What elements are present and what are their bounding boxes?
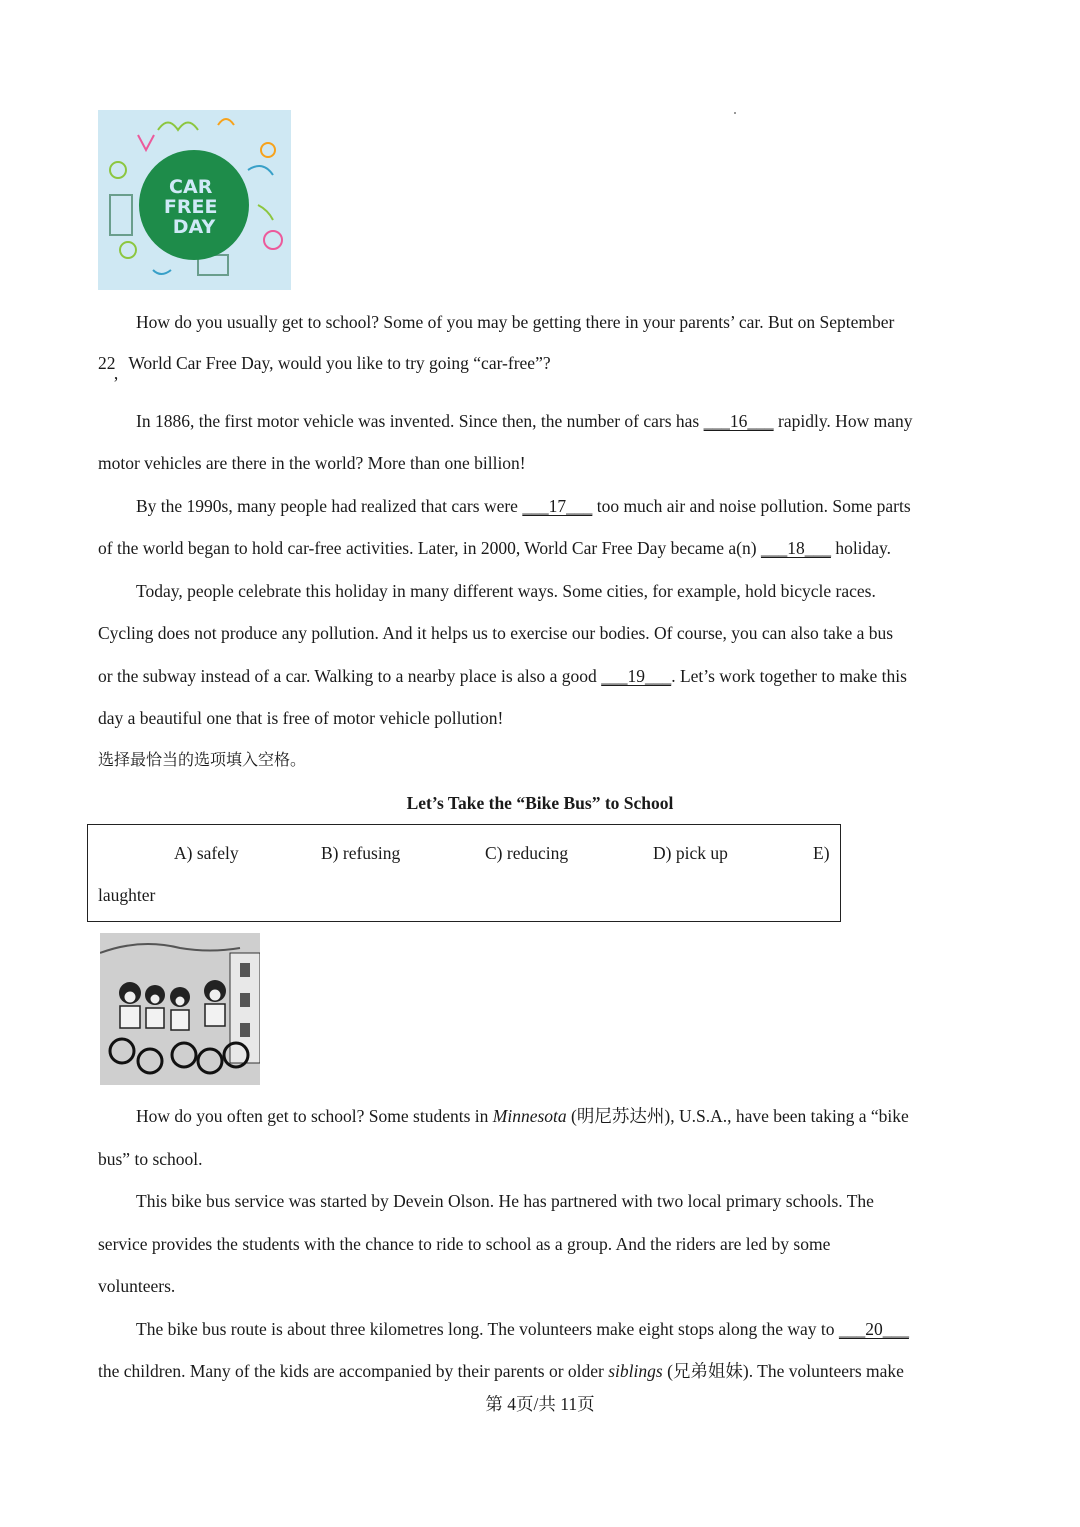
p7-line1: [136, 1318, 909, 1340]
p6-line3: volunteers.: [98, 1276, 176, 1296]
stray-mark: [734, 112, 736, 114]
p7-text-c: (兄弟姐妹). The volunteers make: [662, 1361, 904, 1381]
p6-line2: service provides the students with the chance to ride to school as a group. And the riders are led by some: [98, 1234, 831, 1254]
p4-text-b: . Let’s work together to make this: [671, 666, 907, 686]
p5-italic-place: Minnesota: [492, 1106, 567, 1126]
bike-bus-graphic: [100, 933, 260, 1085]
p4-line2: Cycling does not produce any pollution. And it helps us to exercise our bodies. Of course, you can also take a bus: [98, 623, 894, 643]
p7-italic-word: siblings: [608, 1361, 663, 1381]
p3-text-c: of the world began to hold car-free activities. Later, in 2000, World Car Free Day became a(n): [98, 538, 761, 558]
p7-text-b: the children. Many of the kids are accompanied by their parents or older: [98, 1361, 609, 1381]
p2-line2: motor vehicles are there in the world? More than one billion!: [98, 453, 526, 473]
p3-text-a: By the 1990s, many people had realized that cars were: [136, 496, 523, 516]
blank-17[interactable]: ___17___: [522, 496, 593, 516]
p3-text-b: too much air and noise pollution. Some parts: [592, 496, 911, 516]
p2-line1: [136, 410, 912, 432]
blank-19[interactable]: ___19___: [601, 666, 672, 686]
car-free-day-logo-text: CAR FREE DAY: [163, 176, 218, 238]
instruction: 选择最恰当的选项填入空格。: [98, 750, 307, 769]
p5-text-b: (明尼苏达州), U.S.A., have been taking a “bike: [566, 1106, 909, 1126]
p5-line1: [136, 1105, 909, 1127]
p7-line2: [98, 1360, 904, 1382]
p4-text-a: or the subway instead of a car. Walking to a nearby place is also a good: [98, 666, 602, 686]
option-c: C) reducing: [485, 843, 569, 863]
p3-line1: [136, 495, 911, 517]
passage-title: Let’s Take the “Bike Bus” to School: [406, 793, 674, 813]
blank-18[interactable]: ___18___: [760, 538, 831, 558]
option-a: A) safely: [174, 843, 239, 863]
p4-line3: [98, 665, 907, 687]
p6-line1: This bike bus service was started by Devein Olson. He has partnered with two local primary schools. The: [136, 1191, 874, 1211]
blank-20[interactable]: ___20___: [838, 1319, 909, 1339]
p5-line2: bus” to school.: [98, 1149, 203, 1169]
option-b: B) refusing: [321, 843, 401, 863]
p1-line2-text: World Car Free Day, would you like to try going “car-free”?: [128, 353, 551, 373]
p2-text-a: In 1886, the first motor vehicle was invented. Since then, the number of cars has: [136, 411, 704, 431]
p5-text-a: How do you often get to school? Some students in: [136, 1106, 493, 1126]
p1-line1: How do you usually get to school? Some of you may be getting there in your parents’ car. But on September: [136, 312, 895, 332]
page-footer: 第 4页/共 11页: [485, 1394, 595, 1414]
p2-text-b: rapidly. How many: [773, 411, 913, 431]
p4-line4: day a beautiful one that is free of motor vehicle pollution!: [98, 708, 504, 728]
p1-comma: ,: [113, 363, 119, 383]
p1-date-number: 22: [98, 353, 116, 373]
p1-line2: [98, 352, 551, 383]
p7-text-a: The bike bus route is about three kilometres long. The volunteers make eight stops along the way to: [136, 1319, 839, 1339]
option-e: E): [813, 843, 830, 863]
options-box: [87, 824, 841, 922]
option-d: D) pick up: [653, 843, 728, 863]
bike-bus-image: [100, 933, 260, 1085]
blank-16[interactable]: ___16___: [703, 411, 774, 431]
car-free-day-image: [98, 110, 291, 290]
option-e-word: laughter: [98, 885, 156, 905]
p3-line2: [98, 537, 891, 559]
car-free-day-graphic: [98, 110, 291, 290]
p3-text-d: holiday.: [830, 538, 892, 558]
p4-line1: Today, people celebrate this holiday in many different ways. Some cities, for example, hold bicycle races.: [136, 581, 876, 601]
